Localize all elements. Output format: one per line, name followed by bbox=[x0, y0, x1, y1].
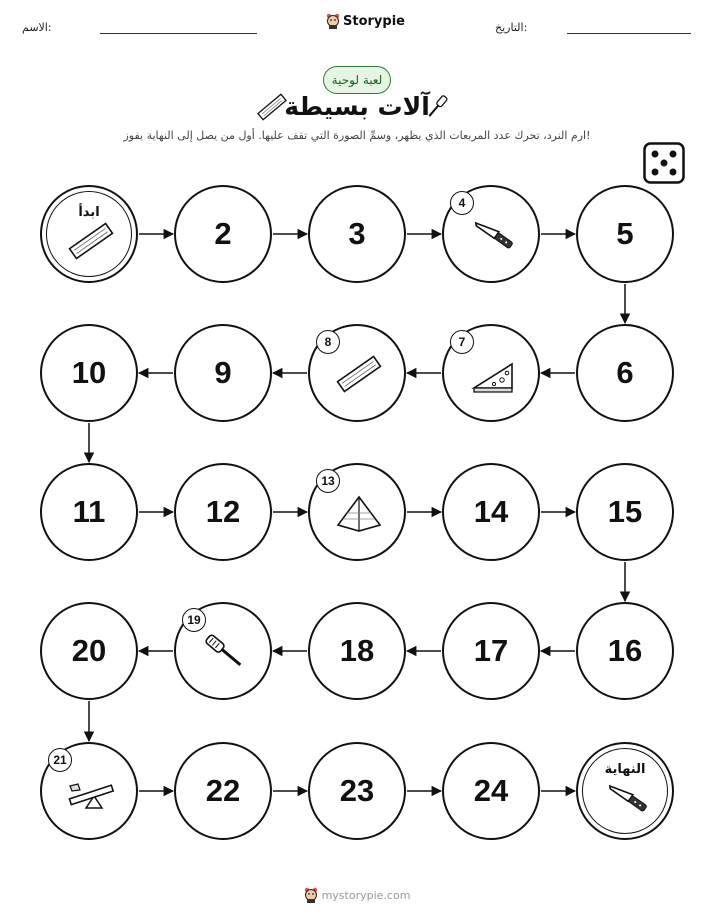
board-space[interactable] bbox=[174, 602, 272, 700]
board-space[interactable] bbox=[308, 324, 406, 422]
board-space[interactable] bbox=[174, 185, 272, 283]
space-number: 20 bbox=[71, 633, 107, 668]
space-number: 15 bbox=[607, 494, 643, 529]
board-space[interactable] bbox=[308, 185, 406, 283]
space-number-badge: 8 bbox=[316, 330, 340, 354]
footer bbox=[0, 887, 714, 903]
finish-space[interactable] bbox=[576, 742, 674, 840]
board-space[interactable] bbox=[174, 463, 272, 561]
space-number: 11 bbox=[72, 494, 106, 529]
board-space[interactable] bbox=[576, 463, 674, 561]
date-label: التاريخ: bbox=[495, 21, 528, 34]
knife-icon bbox=[468, 215, 518, 255]
space-number: 2 bbox=[214, 216, 232, 251]
space-number: 22 bbox=[205, 773, 241, 808]
board-space[interactable] bbox=[40, 602, 138, 700]
space-number: 14 bbox=[473, 494, 509, 529]
game-type-badge: لعبة لوحية bbox=[323, 66, 391, 94]
brand-name: Storypie bbox=[343, 13, 405, 29]
seesaw-icon bbox=[66, 772, 116, 812]
start-space[interactable] bbox=[40, 185, 138, 283]
plank-icon bbox=[334, 354, 384, 394]
space-number-badge: 7 bbox=[450, 330, 474, 354]
board-space[interactable] bbox=[40, 463, 138, 561]
game-instructions: ارم النرد، تحرك عدد المربعات الذي يظهر، وسمِّ الصورة التي تقف عليها. أول من يصل إلى النهاية يفوز! bbox=[123, 129, 591, 142]
footer-url: mystorypie.com bbox=[321, 888, 411, 902]
board-space[interactable] bbox=[442, 602, 540, 700]
space-number: 16 bbox=[607, 633, 643, 668]
space-number: 17 bbox=[473, 633, 509, 668]
space-number: 5 bbox=[616, 216, 634, 251]
space-number-badge: 4 bbox=[450, 191, 474, 215]
board-space[interactable] bbox=[442, 463, 540, 561]
screwdriver-icon bbox=[200, 632, 250, 672]
start-label: ابدأ bbox=[78, 205, 100, 220]
space-number-badge: 21 bbox=[48, 748, 72, 772]
space-number: 12 bbox=[205, 494, 241, 529]
board-space[interactable] bbox=[174, 324, 272, 422]
page-title: آلات بسيطة bbox=[284, 92, 430, 121]
board-space[interactable] bbox=[576, 185, 674, 283]
board-space[interactable] bbox=[308, 463, 406, 561]
space-number-badge: 19 bbox=[182, 608, 206, 632]
board-space[interactable] bbox=[174, 742, 272, 840]
space-number: 24 bbox=[473, 773, 509, 808]
space-number: 18 bbox=[339, 633, 375, 668]
board-space[interactable] bbox=[576, 324, 674, 422]
knife-icon bbox=[602, 778, 652, 818]
space-number: 3 bbox=[348, 216, 366, 251]
board-space[interactable] bbox=[40, 324, 138, 422]
board-space[interactable] bbox=[442, 185, 540, 283]
mascot-icon bbox=[304, 887, 318, 903]
board-space[interactable] bbox=[40, 742, 138, 840]
board-space[interactable] bbox=[576, 602, 674, 700]
wedge-icon bbox=[468, 354, 518, 394]
board-space[interactable] bbox=[442, 742, 540, 840]
board-space[interactable] bbox=[308, 602, 406, 700]
name-label: الاسم: bbox=[22, 21, 52, 34]
board-space[interactable] bbox=[442, 324, 540, 422]
space-number: 10 bbox=[71, 355, 107, 390]
plank-icon bbox=[66, 221, 116, 261]
space-number-badge: 13 bbox=[316, 469, 340, 493]
pyramid-icon bbox=[334, 493, 384, 533]
finish-label: النهاية bbox=[604, 762, 646, 777]
space-number: 9 bbox=[214, 355, 232, 390]
board-space[interactable] bbox=[308, 742, 406, 840]
space-number: 23 bbox=[339, 773, 375, 808]
space-number: 6 bbox=[616, 355, 634, 390]
